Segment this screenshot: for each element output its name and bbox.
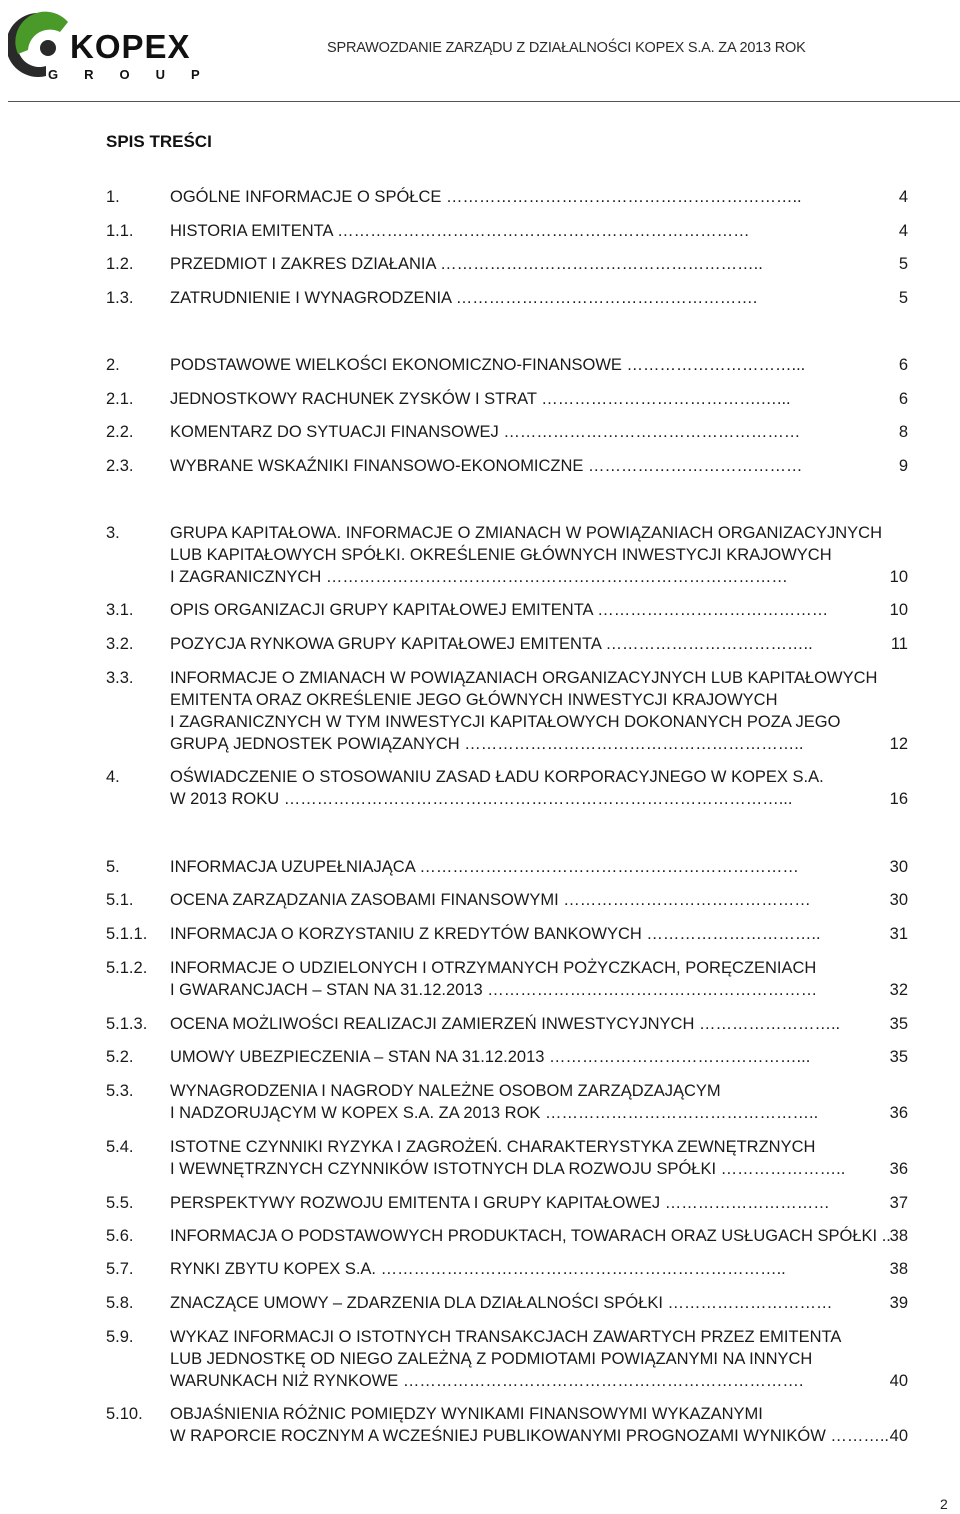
toc-entry-number: 3.1. <box>106 601 134 619</box>
toc-entry-title <box>170 1403 890 1447</box>
toc-entry-line: I GWARANCJACH – STAN NA 31.12.2013 …………………………………………………… <box>170 981 818 999</box>
toc-entry-title <box>170 455 870 477</box>
toc-entry-line: I NADZORUJĄCYM W KOPEX S.A. ZA 2013 ROK ………………………………………….. <box>170 1104 819 1122</box>
toc-entry-page: 38 <box>889 1260 908 1278</box>
toc-entry-title <box>170 354 870 376</box>
toc-entry-title <box>170 1046 870 1068</box>
toc-entry-number: 5.3. <box>106 1082 134 1100</box>
toc-entry-page: 12 <box>889 735 908 753</box>
toc-entry-title <box>170 253 870 275</box>
toc-entry-number: 2. <box>106 356 120 374</box>
toc-entry-page: 9 <box>898 457 908 475</box>
toc-entry-page: 40 <box>889 1427 908 1445</box>
toc-entry-page: 35 <box>889 1015 908 1033</box>
toc-entry-number: 5.2. <box>106 1048 134 1066</box>
toc-entry-line: LUB KAPITAŁOWYCH SPÓŁKI. OKREŚLENIE GŁÓWNYCH INWESTYCJI KRAJOWYCH <box>170 546 832 564</box>
toc-entry-number: 2.2. <box>106 423 134 441</box>
toc-entry-title <box>170 856 870 878</box>
toc-entry-number: 4. <box>106 768 120 786</box>
kopex-logo <box>8 10 226 82</box>
toc-entry-page: 4 <box>898 188 908 206</box>
toc-entry-title <box>170 1292 870 1314</box>
toc-entry-line: WYKAZ INFORMACJI O ISTOTNYCH TRANSAKCJACH ZAWARTYCH PRZEZ EMITENTA <box>170 1328 842 1346</box>
toc-entry-line: I WEWNĘTRZNYCH CZYNNIKÓW ISTOTNYCH DLA ROZWOJU SPÓŁKI ………………….. <box>170 1160 846 1178</box>
toc-entry-line: KOMENTARZ DO SYTUACJI FINANSOWEJ ……………………………………………… <box>170 423 801 441</box>
toc-entry-number: 1.2. <box>106 255 134 273</box>
toc-entry-line: INFORMACJA O PODSTAWOWYCH PRODUKTACH, TOWARACH ORAZ USŁUGACH SPÓŁKI .. <box>170 1227 891 1245</box>
page-header <box>0 0 960 103</box>
toc-entry-number: 5.5. <box>106 1194 134 1212</box>
toc-entry-number: 5.1.2. <box>106 959 148 977</box>
toc-entry-line: HISTORIA EMITENTA ………………………………………………………………… <box>170 222 750 240</box>
toc-entry-title <box>170 421 870 443</box>
toc-entry-title <box>170 923 870 945</box>
toc-entry-number: 2.3. <box>106 457 134 475</box>
toc-entry-line: LUB JEDNOSTKĘ OD NIEGO ZALEŻNĄ Z PODMIOTAMI POWIĄZANYMI NA INNYCH <box>170 1350 813 1368</box>
logo-wordmark: KOPEX <box>70 28 191 65</box>
toc-entry-number: 5.1.1. <box>106 925 148 943</box>
toc-entry-line: ZNACZĄCE UMOWY – ZDARZENIA DLA DZIAŁALNOŚCI SPÓŁKI ………………………… <box>170 1294 833 1312</box>
toc-entry-page: 32 <box>889 981 908 999</box>
toc-entry-title <box>170 1013 870 1035</box>
toc-entry-page: 6 <box>898 356 908 374</box>
toc-entry-number: 3. <box>106 524 120 542</box>
toc-entry-number: 3.3. <box>106 669 134 687</box>
toc-entry-page: 36 <box>889 1160 908 1178</box>
toc-entry-line: PERSPEKTYWY ROZWOJU EMITENTA I GRUPY KAPITAŁOWEJ ………………………… <box>170 1194 830 1212</box>
page-number: 2 <box>940 1496 948 1512</box>
toc-entry-title <box>170 220 870 242</box>
toc-entry-page: 10 <box>889 568 908 586</box>
toc-entry-line: I ZAGRANICZNYCH ………………………………………………………………………… <box>170 568 788 586</box>
toc-entry-number: 5.9. <box>106 1328 134 1346</box>
toc-entry-line: OCENA ZARZĄDZANIA ZASOBAMI FINANSOWYMI ……………………………………… <box>170 891 811 909</box>
toc-entry-title <box>170 1326 870 1392</box>
toc-entry-line: INFORMACJA UZUPEŁNIAJĄCA …………………………………………………………… <box>170 858 799 876</box>
toc-entry-line: EMITENTA ORAZ OKREŚLENIE JEGO GŁÓWNYCH INWESTYCJI KRAJOWYCH <box>170 691 778 709</box>
toc-entry-line: W 2013 ROKU ………………………………………………………………………………... <box>170 790 793 808</box>
header-divider <box>8 101 960 102</box>
toc-entry-line: GRUPĄ JEDNOSTEK POWIĄZANYCH …………………………………………………….. <box>170 735 804 753</box>
toc-entry-number: 1. <box>106 188 120 206</box>
toc-entry-title <box>170 1258 870 1280</box>
toc-entry-title <box>170 633 870 655</box>
toc-entry-title <box>170 1080 870 1124</box>
toc-entry-line: PODSTAWOWE WIELKOŚCI EKONOMICZNO-FINANSOWE …………………………... <box>170 356 806 374</box>
toc-entry-page: 40 <box>889 1372 908 1390</box>
toc-entry-line: WYBRANE WSKAŹNIKI FINANSOWO-EKONOMICZNE ………………………………… <box>170 457 803 475</box>
toc-entry-line: GRUPA KAPITAŁOWA. INFORMACJE O ZMIANACH W POWIĄZANIACH ORGANIZACYJNYCH <box>170 524 882 542</box>
toc-entry-title <box>170 1136 870 1180</box>
toc-entry-title <box>170 889 870 911</box>
toc-entry-title <box>170 1225 891 1247</box>
toc-entry-line: W RAPORCIE ROCZNYM A WCZEŚNIEJ PUBLIKOWANYMI PROGNOZAMI WYNIKÓW ……….. <box>170 1427 890 1445</box>
toc-entry-title <box>170 186 870 208</box>
toc-entry-title <box>170 287 870 309</box>
toc-entry-title <box>170 1192 870 1214</box>
toc-entry-number: 5.4. <box>106 1138 134 1156</box>
toc-entry-page: 10 <box>889 601 908 619</box>
toc-entry-page: 36 <box>889 1104 908 1122</box>
toc-entry-page: 38 <box>889 1227 908 1245</box>
toc-entry-number: 5.10. <box>106 1405 143 1423</box>
toc-entry-line: INFORMACJE O UDZIELONYCH I OTRZYMANYCH POŻYCZKACH, PORĘCZENIACH <box>170 959 817 977</box>
toc-entry-line: ISTOTNE CZYNNIKI RYZYKA I ZAGROŻEŃ. CHARAKTERYSTYKA ZEWNĘTRZNYCH <box>170 1138 816 1156</box>
toc-entry-page: 6 <box>898 390 908 408</box>
toc-entry-page: 16 <box>889 790 908 808</box>
toc-entry-number: 5.1.3. <box>106 1015 148 1033</box>
toc-entry-line: OBJAŚNIENIA RÓŻNIC POMIĘDZY WYNIKAMI FINANSOWYMI WYKAZANYMI <box>170 1405 763 1423</box>
toc-entry-title <box>170 388 870 410</box>
toc-entry-line: OPIS ORGANIZACJI GRUPY KAPITAŁOWEJ EMITENTA …………………………………… <box>170 601 829 619</box>
report-title: SPRAWOZDANIE ZARZĄDU Z DZIAŁALNOŚCI KOPEX S.A. ZA 2013 ROK <box>327 40 806 56</box>
toc-entry-number: 1.1. <box>106 222 134 240</box>
toc-entry-line: UMOWY UBEZPIECZENIA – STAN NA 31.12.2013 ………………………………………... <box>170 1048 811 1066</box>
toc-entry-page: 37 <box>889 1194 908 1212</box>
toc-entry-line: INFORMACJE O ZMIANACH W POWIĄZANIACH ORGANIZACYJNYCH LUB KAPITAŁOWYCH <box>170 669 878 687</box>
logo-subtitle: GROUP <box>48 67 226 82</box>
toc-entry-title <box>170 599 870 621</box>
toc-entry-page: 11 <box>890 635 908 653</box>
toc-entry-line: OCENA MOŻLIWOŚCI REALIZACJI ZAMIERZEŃ INWESTYCYJNYCH …………………….. <box>170 1015 841 1033</box>
toc-entry-line: PRZEDMIOT I ZAKRES DZIAŁANIA ………………………………………………….. <box>170 255 763 273</box>
toc-entry-page: 5 <box>898 289 908 307</box>
toc-entry-line: POZYCJA RYNKOWA GRUPY KAPITAŁOWEJ EMITENTA ……………………………….. <box>170 635 813 653</box>
toc-entry-title <box>170 957 870 1001</box>
toc-entry-number: 1.3. <box>106 289 134 307</box>
toc-entry-number: 3.2. <box>106 635 134 653</box>
toc-entry-page: 35 <box>889 1048 908 1066</box>
toc-entry-number: 5.7. <box>106 1260 134 1278</box>
toc-entry-title <box>170 667 878 755</box>
toc-entry-page: 30 <box>889 858 908 876</box>
toc-entry-page: 8 <box>898 423 908 441</box>
toc-entry-number: 5.8. <box>106 1294 134 1312</box>
toc-entry-page: 30 <box>889 891 908 909</box>
toc-entry-line: RYNKI ZBYTU KOPEX S.A. ……………………………………………………………….. <box>170 1260 786 1278</box>
toc-entry-title <box>170 766 870 810</box>
toc-entry-line: OGÓLNE INFORMACJE O SPÓŁCE ……………………………………………………….. <box>170 188 802 206</box>
toc-entry-number: 5.1. <box>106 891 134 909</box>
toc-entry-page: 39 <box>889 1294 908 1312</box>
toc-entry-page: 4 <box>898 222 908 240</box>
toc-entry-line: OŚWIADCZENIE O STOSOWANIU ZASAD ŁADU KORPORACYJNEGO W KOPEX S.A. <box>170 768 824 786</box>
toc-entry-number: 2.1. <box>106 390 134 408</box>
toc-heading: SPIS TREŚCI <box>106 132 212 151</box>
toc-entry-line: ZATRUDNIENIE I WYNAGRODZENIA ………………………………………………. <box>170 289 758 307</box>
toc-entry-line: WARUNKACH NIŻ RYNKOWE ………………………………………………………………. <box>170 1372 804 1390</box>
toc-entry-number: 5.6. <box>106 1227 134 1245</box>
toc-entry-number: 5. <box>106 858 120 876</box>
toc-entry-title <box>170 522 882 588</box>
toc-entry-page: 31 <box>889 925 908 943</box>
toc-entry-line: JEDNOSTKOWY RACHUNEK ZYSKÓW I STRAT ………………………………….…... <box>170 390 791 408</box>
toc-entry-line: I ZAGRANICZNYCH W TYM INWESTYCJI KAPITAŁOWYCH DOKONANYCH POZA JEGO <box>170 713 841 731</box>
toc-entry-line: WYNAGRODZENIA I NAGRODY NALEŻNE OSOBOM ZARZĄDZAJĄCYM <box>170 1082 721 1100</box>
toc-entry-line: INFORMACJA O KORZYSTANIU Z KREDYTÓW BANKOWYCH ………………………….. <box>170 925 821 943</box>
toc-entry-page: 5 <box>898 255 908 273</box>
